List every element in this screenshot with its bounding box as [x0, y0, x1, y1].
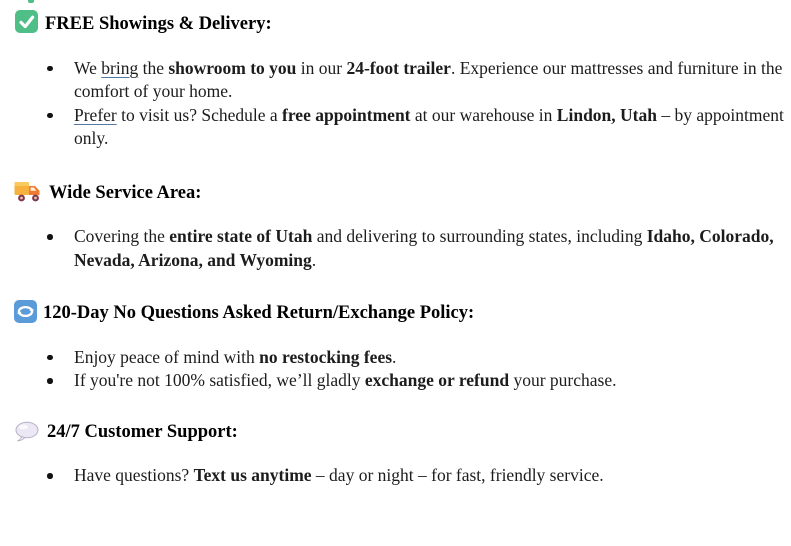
text-run: in our: [296, 57, 347, 78]
text-run: and delivering to surrounding states, including: [312, 226, 647, 246]
text-run: – by appointment only.: [74, 104, 784, 148]
section-return-exchange-policy: [14, 300, 785, 393]
text-run: Enjoy peace of mind with: [74, 346, 260, 367]
speech-balloon-icon: [14, 421, 41, 442]
text-run: If you're not 100% satisfied, we’ll gladly: [74, 370, 365, 390]
text-run: Have questions?: [74, 465, 194, 485]
text-run: the: [138, 57, 169, 78]
text-run: Covering the: [74, 226, 170, 246]
bold-text-run: showroom to you: [168, 57, 297, 78]
bold-text-run: free appointment: [282, 104, 411, 125]
section-heading: [14, 9, 785, 37]
bullet-item: [14, 346, 785, 370]
section-customer-support: [14, 421, 785, 488]
check-mark-icon: [14, 9, 39, 34]
section-title: FREE Showings & Delivery:: [45, 14, 272, 34]
bold-text-run: Text us anytime: [193, 465, 312, 485]
bullet-list: [14, 346, 785, 393]
bullet-item: [14, 57, 785, 104]
delivery-truck-icon: [14, 179, 43, 203]
bold-text-run: entire state of Utah: [169, 226, 313, 246]
text-run: . Experience our mattresses and furniture in the comfort of your home.: [74, 57, 783, 101]
bullet-list: [14, 464, 785, 488]
underlined-text-run: Prefer: [74, 104, 117, 125]
bold-text-run: 24-foot trailer: [346, 57, 451, 78]
section-heading: [14, 300, 785, 326]
bullet-item: [14, 369, 785, 393]
bold-text-run: Idaho, Colorado, Nevada, Arizona, and Wyoming: [74, 226, 774, 270]
bullet-item: [14, 225, 785, 272]
text-run: at our warehouse in: [410, 104, 557, 125]
bold-text-run: Lindon, Utah: [556, 104, 657, 125]
text-run: .: [311, 249, 317, 270]
bullet-list: [14, 225, 785, 272]
section-free-showings-delivery: [14, 9, 785, 151]
section-heading: [14, 421, 785, 445]
section-title: 24/7 Customer Support:: [47, 421, 238, 442]
text-run: – day or night – for fast, friendly service.: [311, 465, 604, 485]
section-heading: [14, 179, 785, 206]
bullet-list: [14, 57, 785, 151]
section-title: 120-Day No Questions Asked Return/Exchange Policy:: [43, 303, 475, 323]
bullet-item: [14, 464, 785, 488]
text-run: your purchase.: [509, 370, 617, 390]
text-run: to visit us? Schedule a: [116, 104, 283, 125]
bold-text-run: exchange or refund: [364, 370, 510, 390]
text-run: We: [74, 57, 102, 78]
text-run: .: [392, 346, 397, 367]
underlined-text-run: bring: [101, 57, 139, 78]
section-title: Wide Service Area:: [49, 182, 202, 203]
cropped-emoji-fragment: [28, 0, 34, 3]
bullet-item: [14, 104, 785, 151]
section-wide-service-area: [14, 179, 785, 273]
repeat-arrows-icon: [14, 300, 37, 323]
bold-text-run: no restocking fees: [259, 346, 393, 367]
